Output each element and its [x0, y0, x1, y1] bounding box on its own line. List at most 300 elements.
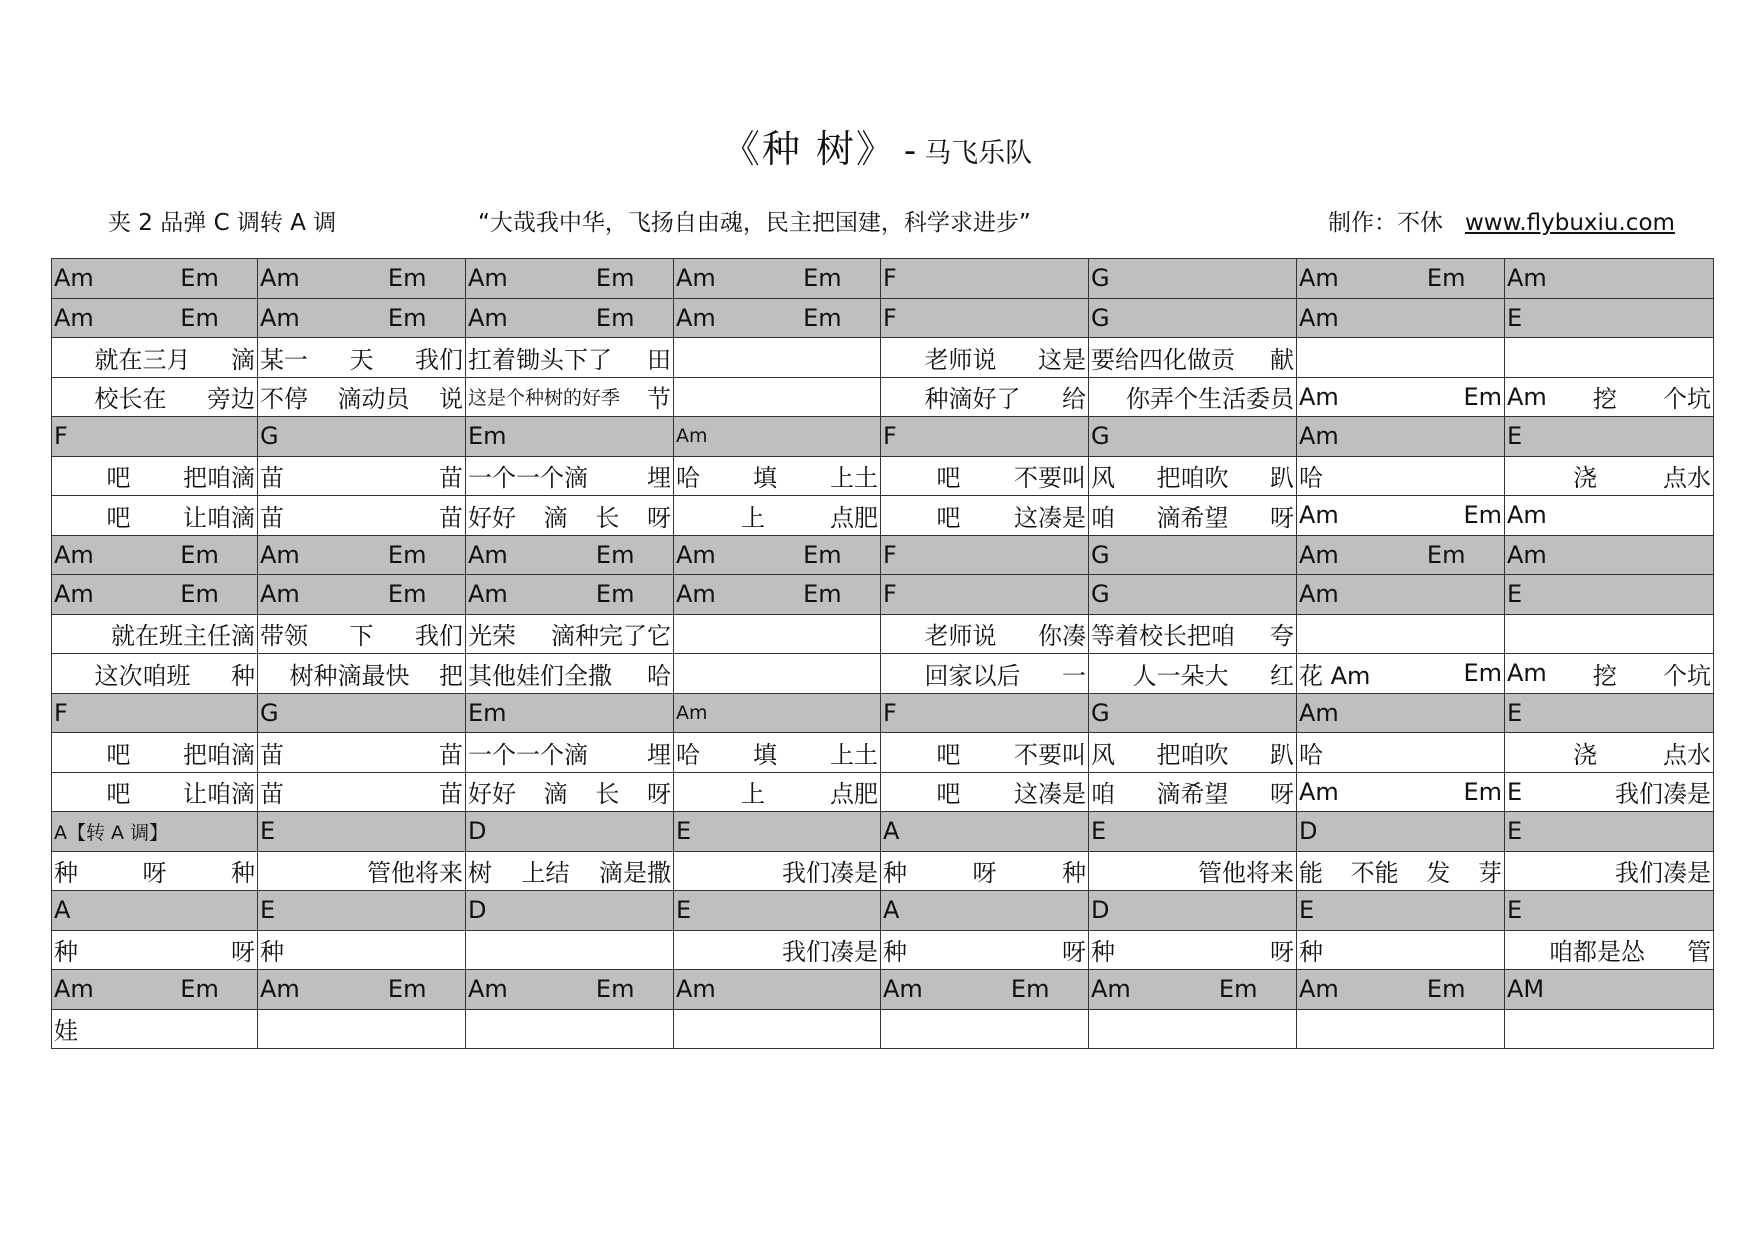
cell-content — [260, 853, 463, 888]
lyric-text: 人一朵大 — [1132, 661, 1229, 690]
lyric-cell — [52, 772, 258, 812]
lyric-text: 我们凑是 — [782, 859, 878, 888]
cell-content — [54, 340, 255, 375]
lyric-text: 哈 — [1299, 740, 1323, 769]
lyric-text: 种 — [231, 859, 255, 888]
cell-content — [1299, 541, 1502, 569]
lyric-text: 好好 — [468, 780, 516, 809]
chord-cell — [1297, 575, 1505, 615]
cell-content — [260, 422, 463, 450]
cell-content — [1507, 264, 1711, 292]
lyric-text: 苗 — [260, 780, 284, 809]
lyric-cell — [258, 496, 466, 536]
lyric-text: 管他将来 — [1198, 859, 1294, 888]
lyric-cell — [1505, 930, 1714, 970]
lyric-text: 种 — [1299, 938, 1323, 967]
lyric-cell — [1297, 930, 1505, 970]
chord-label: F — [883, 540, 897, 569]
lyric-cell — [1297, 654, 1505, 694]
lyric-text: 苗 — [439, 464, 463, 493]
lyric-text: 呀 — [142, 859, 167, 888]
lyric-text: 上结 — [521, 859, 570, 888]
cell-content — [1299, 501, 1502, 529]
chord-label: Am — [260, 303, 300, 332]
chord-label: Am — [54, 540, 94, 569]
cell-content — [260, 379, 463, 414]
chord-label: Am — [1299, 264, 1339, 293]
cell-content — [1299, 458, 1502, 493]
chord-label: Em — [803, 303, 842, 332]
cell-content — [676, 932, 878, 967]
cell-content — [883, 458, 1086, 493]
lyric-cell — [674, 772, 881, 812]
cell-content — [468, 580, 671, 608]
lyric-cell — [466, 614, 674, 654]
lyric-text: 种滴好了 — [924, 385, 1021, 414]
cell-content — [1299, 264, 1502, 292]
cell-content — [1507, 656, 1711, 691]
lyric-cell — [674, 930, 881, 970]
lyric-cell — [1089, 338, 1297, 378]
lyric-text: 咱都是怂 — [1549, 938, 1645, 967]
chord-label: Em — [468, 698, 507, 727]
chord-label: Am — [54, 975, 94, 1004]
lyric-text: 芽 — [1477, 859, 1502, 888]
chord-cell — [1089, 259, 1297, 299]
lyric-text: 校长在 — [94, 385, 167, 414]
chord-label: G — [1091, 540, 1110, 569]
chord-cell — [52, 298, 258, 338]
cell-content — [1299, 853, 1502, 888]
chord-label: Am — [1299, 975, 1339, 1004]
chord-label: Em — [387, 580, 427, 609]
lyric-text: 填 — [753, 464, 777, 493]
lyric-cell — [466, 851, 674, 891]
chord-cell — [258, 417, 466, 457]
chord-label: Am — [1507, 264, 1547, 293]
lyric-text: 这是个种树的好季 — [468, 387, 621, 410]
website-link[interactable]: www.flybuxiu.com — [1465, 210, 1675, 236]
chord-cell — [466, 575, 674, 615]
chord-cell — [1089, 891, 1297, 931]
lyric-text: 种 — [54, 859, 78, 888]
lyric-text: 你凑 — [1038, 622, 1086, 651]
cell-content — [883, 616, 1086, 651]
lyric-cell — [1297, 456, 1505, 496]
lyric-cell — [1505, 851, 1714, 891]
cell-content — [883, 735, 1086, 770]
chord-label: D — [1091, 896, 1110, 925]
lyric-text: 吧 — [936, 780, 961, 809]
lyric-cell — [258, 456, 466, 496]
lyric-text: Em — [1463, 777, 1502, 806]
lyric-cell — [674, 851, 881, 891]
lyric-cell — [52, 654, 258, 694]
chord-cell — [466, 298, 674, 338]
chord-label: Em — [180, 580, 219, 609]
chord-cell — [1505, 298, 1714, 338]
chord-label: Am — [676, 975, 716, 1004]
chord-label: Am — [676, 701, 708, 724]
lyric-text: 扛着锄头下了 — [468, 345, 612, 374]
lyric-cell — [1089, 456, 1297, 496]
lyric-row — [52, 733, 1714, 773]
lyric-row — [52, 654, 1714, 694]
chord-label: Em — [180, 975, 219, 1004]
chord-label: Em — [387, 303, 427, 332]
cell-content — [883, 774, 1086, 809]
lyric-text: Em — [1463, 659, 1502, 688]
lyric-text: 长 — [595, 503, 620, 532]
chord-label: Em — [595, 540, 635, 569]
chord-label: A — [54, 896, 71, 925]
lyric-cell — [466, 654, 674, 694]
lyric-cell — [52, 338, 258, 378]
chord-label: Em — [1426, 540, 1466, 569]
cell-content — [1507, 817, 1711, 845]
lyric-cell — [466, 1009, 674, 1049]
lyric-text: 风 — [1091, 464, 1115, 493]
lyric-text: 趴 — [1270, 740, 1294, 769]
lyric-text: 点肥 — [830, 780, 878, 809]
lyric-text: 吧 — [106, 503, 131, 532]
cell-content — [1091, 896, 1294, 924]
lyric-text: 滴种完了它 — [551, 622, 671, 651]
chord-label: Em — [803, 264, 842, 293]
cell-content — [1507, 458, 1711, 493]
lyric-text: 娃 — [54, 1017, 78, 1046]
lyric-text: 把咱滴 — [183, 740, 255, 769]
chord-label: A【转 A 调】 — [54, 821, 169, 844]
lyric-cell — [1297, 614, 1505, 654]
cell-content — [260, 304, 463, 332]
chord-label: Am — [1299, 303, 1339, 332]
chord-cell — [881, 259, 1089, 299]
chord-label: F — [883, 264, 897, 293]
lyric-text: 浇 — [1573, 464, 1597, 493]
lyric-cell — [1089, 614, 1297, 654]
lyric-text: 苗 — [439, 740, 463, 769]
chord-label: Em — [803, 580, 842, 609]
cell-content — [1507, 422, 1711, 450]
lyric-text: 埋 — [647, 740, 671, 769]
lyric-cell — [258, 377, 466, 417]
chord-label: Am — [54, 303, 94, 332]
lyric-text: 种 — [231, 661, 255, 690]
lyric-cell — [258, 930, 466, 970]
lyric-cell — [1297, 1009, 1505, 1049]
chord-label: D — [468, 817, 487, 846]
chord-label: E — [1507, 698, 1523, 727]
chord-label: G — [1091, 698, 1110, 727]
chord-label: Em — [1010, 975, 1050, 1004]
chord-label: E — [1507, 896, 1523, 925]
chord-label: Am — [468, 540, 508, 569]
lyric-cell — [52, 1009, 258, 1049]
chord-cell — [1297, 259, 1505, 299]
lyric-cell — [1505, 1009, 1714, 1049]
lyric-cell — [881, 377, 1089, 417]
chord-label: Am — [1299, 540, 1339, 569]
lyric-text: 挖 — [1592, 385, 1617, 414]
cell-content — [1507, 304, 1711, 332]
lyric-text: 吧 — [106, 464, 131, 493]
cell-content — [54, 541, 255, 569]
cell-content — [54, 853, 255, 888]
chord-cell — [466, 891, 674, 931]
cell-content — [54, 896, 255, 924]
chord-cell — [1089, 298, 1297, 338]
chord-cell — [674, 693, 881, 733]
chord-row — [52, 891, 1714, 931]
lyric-cell — [1505, 733, 1714, 773]
cell-content — [54, 458, 255, 493]
lyric-cell — [466, 772, 674, 812]
chord-label: Am — [1299, 580, 1339, 609]
lyric-text: 你弄个生活委员 — [1126, 385, 1294, 414]
lyric-text: 说 — [439, 385, 463, 414]
chord-cell — [1505, 891, 1714, 931]
lyric-text: 给 — [1062, 385, 1086, 414]
lyric-cell — [1505, 614, 1714, 654]
lyric-text: 老师说 — [924, 345, 997, 374]
cell-content — [883, 304, 1086, 332]
lyric-cell — [52, 930, 258, 970]
lyric-text: 就在三月 — [94, 345, 191, 374]
lyric-text: 管 — [1687, 938, 1711, 967]
chord-label: Em — [1426, 264, 1466, 293]
cell-content — [676, 702, 878, 724]
lyric-text: 不停 — [260, 385, 308, 414]
lyric-text: 呀 — [1062, 938, 1086, 967]
chord-cell — [466, 417, 674, 457]
chord-cell — [52, 970, 258, 1010]
lyric-cell — [1505, 338, 1714, 378]
chord-label: Am — [676, 264, 716, 293]
lyric-text: 个坑 — [1662, 661, 1711, 690]
lyric-text: 呀 — [1270, 503, 1294, 532]
chord-cell — [674, 970, 881, 1010]
lyric-text: 这是 — [1038, 345, 1086, 374]
cell-content — [1299, 896, 1502, 924]
cell-content — [883, 853, 1086, 888]
cell-content — [1299, 932, 1502, 967]
cell-content — [468, 498, 671, 533]
cell-content — [1091, 541, 1294, 569]
lyric-cell — [466, 456, 674, 496]
cell-content — [883, 340, 1086, 375]
cell-content — [54, 616, 255, 651]
lyric-cell — [881, 733, 1089, 773]
cell-content — [468, 379, 671, 414]
cell-content — [260, 498, 463, 533]
chord-cell — [881, 298, 1089, 338]
chord-cell — [1505, 259, 1714, 299]
chord-label: Am — [54, 264, 94, 293]
chord-cell — [674, 535, 881, 575]
chord-cell — [881, 891, 1089, 931]
lyric-cell — [466, 338, 674, 378]
chord-label: E — [1507, 580, 1523, 609]
capo-info: 夹 2 品弹 C 调转 A 调 — [108, 210, 337, 236]
lyric-text: 种 — [883, 859, 907, 888]
lyric-cell — [1505, 456, 1714, 496]
lyric-cell — [1089, 654, 1297, 694]
lyric-text: 我们凑是 — [782, 938, 878, 967]
cell-content — [468, 699, 671, 727]
cell-content — [54, 656, 255, 691]
band-name: 马飞乐队 — [924, 138, 1033, 169]
lyric-cell — [674, 733, 881, 773]
lyric-cell — [674, 1009, 881, 1049]
chord-label: D — [1299, 817, 1318, 846]
lyric-text: 能 — [1299, 859, 1323, 888]
lyric-text: Am — [1299, 382, 1339, 411]
chord-cell — [1089, 812, 1297, 852]
chord-cell — [52, 891, 258, 931]
lyric-text: 一 — [1062, 661, 1086, 690]
cell-content — [468, 774, 671, 809]
chord-label: Am — [260, 975, 300, 1004]
chord-cell — [52, 575, 258, 615]
cell-content — [260, 580, 463, 608]
chord-label: Em — [387, 975, 427, 1004]
chord-cell — [258, 693, 466, 733]
chord-row — [52, 970, 1714, 1010]
chord-label: Am — [1507, 540, 1547, 569]
lyric-cell — [466, 377, 674, 417]
lyric-cell — [674, 614, 881, 654]
chord-row — [52, 535, 1714, 575]
lyric-cell — [258, 338, 466, 378]
lyric-cell — [881, 851, 1089, 891]
cell-content — [883, 541, 1086, 569]
cell-content — [1091, 458, 1294, 493]
cell-content — [883, 422, 1086, 450]
chord-cell — [1505, 970, 1714, 1010]
cell-content — [260, 616, 463, 651]
chord-cell — [1089, 535, 1297, 575]
lyric-text: 下 — [349, 622, 374, 651]
cell-content — [1091, 735, 1294, 770]
chord-label: E — [1507, 422, 1523, 451]
lyric-cell — [1089, 377, 1297, 417]
cell-content — [1091, 616, 1294, 651]
cell-content — [676, 817, 878, 845]
lyric-text: 上土 — [830, 464, 878, 493]
cell-content — [676, 735, 878, 770]
cell-content — [1299, 580, 1502, 608]
lyric-text: 趴 — [1270, 464, 1294, 493]
chord-cell — [674, 417, 881, 457]
song-name: 《种 树》 — [721, 127, 896, 171]
cell-content — [676, 975, 878, 1003]
cell-content — [1299, 383, 1502, 411]
chord-cell — [1505, 575, 1714, 615]
lyric-text: 天 — [349, 345, 374, 374]
lyric-text: 这凑是 — [1014, 780, 1086, 809]
chord-label: F — [54, 422, 68, 451]
lyric-text: 我们 — [415, 345, 463, 374]
chord-label: G — [1091, 580, 1110, 609]
chord-cell — [258, 812, 466, 852]
lyric-text: 这次咱班 — [94, 661, 191, 690]
quote: “大哉我中华，飞扬自由魂，民主把国建，科学求进步” — [478, 210, 1031, 236]
cell-content — [1507, 853, 1711, 888]
chord-label: Em — [595, 580, 635, 609]
chord-label: G — [1091, 264, 1110, 293]
chord-label: Am — [468, 264, 508, 293]
chord-label: D — [468, 896, 487, 925]
cell-content — [1299, 975, 1502, 1003]
cell-content — [260, 264, 463, 292]
lyric-cell — [881, 1009, 1089, 1049]
cell-content — [1091, 975, 1294, 1003]
lyric-text: 点水 — [1663, 740, 1711, 769]
cell-content — [1091, 699, 1294, 727]
chord-cell — [1297, 693, 1505, 733]
lyric-text: Am — [1507, 382, 1547, 411]
cell-content — [883, 264, 1086, 292]
chord-cell — [881, 812, 1089, 852]
cell-content — [260, 541, 463, 569]
lyric-text: 要给四化做贡 — [1091, 345, 1235, 374]
cell-content — [468, 541, 671, 569]
cell-content — [1091, 853, 1294, 888]
chord-label: E — [260, 896, 276, 925]
chord-row — [52, 417, 1714, 457]
chord-cell — [1089, 970, 1297, 1010]
cell-content — [1507, 975, 1711, 1003]
lyric-text: 上土 — [830, 740, 878, 769]
lyric-text: 某一 — [260, 345, 308, 374]
lyric-cell — [1089, 930, 1297, 970]
cell-content — [1299, 699, 1502, 727]
chord-cell — [1297, 298, 1505, 338]
lyric-cell — [258, 733, 466, 773]
cell-content — [1091, 774, 1294, 809]
cell-content — [468, 340, 671, 375]
chord-cell — [52, 693, 258, 733]
lyric-row — [52, 338, 1714, 378]
lyric-text: 一个一个滴 — [468, 464, 588, 493]
lyric-text: 一个一个滴 — [468, 740, 588, 769]
chord-cell — [258, 535, 466, 575]
lyric-text: 呀 — [646, 503, 671, 532]
lyric-text: 树 — [468, 859, 492, 888]
lyric-text: Em — [1463, 382, 1502, 411]
cell-content — [468, 304, 671, 332]
chord-label: G — [260, 422, 279, 451]
lyric-cell — [881, 772, 1089, 812]
chord-label: Em — [180, 264, 219, 293]
lyric-cell — [1505, 496, 1714, 536]
chord-label: E — [1299, 896, 1315, 925]
chord-label: AM — [1507, 975, 1545, 1004]
chord-cell — [1089, 417, 1297, 457]
chord-cell — [674, 259, 881, 299]
cell-content — [1507, 379, 1711, 414]
chord-cell — [881, 970, 1089, 1010]
cell-content — [676, 264, 878, 292]
chord-cell — [674, 812, 881, 852]
chord-label: Em — [180, 540, 219, 569]
lyric-cell — [258, 772, 466, 812]
lyric-text: 哈 — [676, 464, 700, 493]
chord-cell — [466, 693, 674, 733]
chord-label: F — [54, 698, 68, 727]
lyric-text: 滴 — [543, 780, 568, 809]
